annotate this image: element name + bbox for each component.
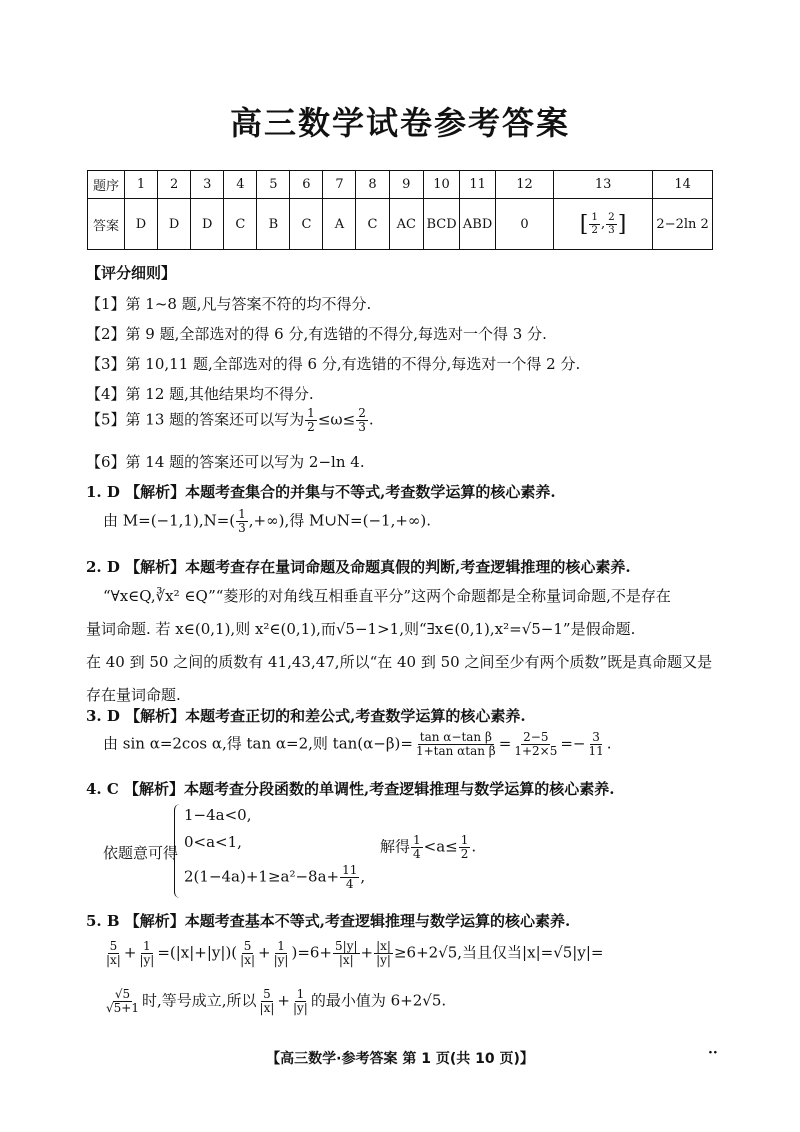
table-cell: 6 (290, 171, 323, 199)
table-cell: AC (389, 199, 423, 250)
table-answer-label: 答案 (88, 199, 125, 250)
table-cell: B (257, 199, 290, 250)
q5-line-1: $\frac{5}{|x|}$ + $\frac{1}{|y|}$ =(|x|+|y|)( $\frac{5}{|x|}$ + $\frac{1}{|y|}$ )=6+ $\frac{5|y|}{|x|}$ + $\frac{|x|}{|y|}$ ≥6+2√5,当且仅当|x|=√5|y|= (106, 939, 604, 968)
q3-solution: 由 sin α=2cos α,得 tan α=2,则 tan(α−β)= $\frac{\text{tan α−tan β}}{\text{1+tan αtan β}}$ = $\frac{2-5}{1+2\times 5}$ =− $\frac{3}{11}$ . (103, 730, 612, 759)
q4-cond-2: 0<a<1, (184, 833, 242, 851)
q5-heading: 5. B 【解析】本题考查基本不等式,考查逻辑推理与数学运算的核心素养. (86, 912, 571, 930)
table-cell: 8 (356, 171, 389, 199)
page-footer: 【高三数学·参考答案 第 1 页(共 10 页)】 (266, 1051, 534, 1067)
table-cell: D (158, 199, 191, 250)
table-cell: 11 (460, 171, 496, 199)
corner-mark: ·· (708, 1045, 718, 1061)
table-cell-q13: [ $\frac{1}{2}$ , $\frac{2}{3}$ ] (553, 199, 652, 250)
table-cell: 14 (653, 171, 713, 199)
table-cell: 4 (224, 171, 257, 199)
q4-result: 解得 $\frac{1}{4}$ <a≤ $\frac{1}{2}$ . (380, 833, 477, 862)
table-cell: 2 (158, 171, 191, 199)
rule-item: 【1】第 1~8 题,凡与答案不符的均不得分. (86, 295, 372, 313)
table-header-label: 题序 (88, 171, 125, 199)
table-header-row (88, 171, 713, 199)
table-cell: 3 (191, 171, 224, 199)
table-cell: 9 (389, 171, 423, 199)
table-answer-row (88, 199, 713, 250)
rule-item: 【6】第 14 题的答案还可以写为 2−ln 4. (86, 453, 365, 471)
table-cell: C (224, 199, 257, 250)
rule-item: 【3】第 10,11 题,全部选对的得 6 分,有选错的不得分,每选对一个得 2 分. (86, 355, 581, 373)
table-cell: D (191, 199, 224, 250)
rules-heading: 【评分细则】 (86, 264, 177, 282)
rule-item-5: 【5】第 13 题的答案还可以写为 $\frac{1}{2}$ ≤ω≤ $\frac{2}{3}$ . (86, 406, 374, 435)
table-cell: 0 (496, 199, 554, 250)
table-cell: 10 (424, 171, 460, 199)
answer-table (87, 170, 713, 250)
rule-item: 【4】第 12 题,其他结果均不得分. (86, 385, 314, 403)
table-cell: C (356, 199, 389, 250)
fraction: $\frac{1}{2}$ (591, 211, 599, 236)
fraction: $\frac{2}{3}$ (608, 211, 615, 236)
table-cell: ABD (460, 199, 496, 250)
q2-heading: 2. D 【解析】本题考查存在量词命题及命题真假的判断,考查逻辑推理的核心素养. (86, 558, 631, 576)
q4-cond-3: 2(1−4a)+1≥a²−8a+ $\frac{11}{4}$ , (184, 863, 366, 892)
table-cell: 13 (553, 171, 652, 199)
q4-cond-1: 1−4a<0, (184, 806, 252, 824)
q5-line-2: $\frac{√5}{√5+1}$ 时,等号成立,所以 $\frac{5}{|x|}$ + $\frac{1}{|y|}$ 的最小值为 6+2√5. (106, 987, 447, 1016)
table-cell: 5 (257, 171, 290, 199)
table-cell: 2−2ln 2 (653, 199, 713, 250)
q1-heading: 1. D 【解析】本题考查集合的并集与不等式,考查数学运算的核心素养. (86, 483, 556, 501)
page-title: 高三数学试卷参考答案 (229, 104, 570, 142)
q2-solution: “∀x∈Q,∛x² ∈Q”“菱形的对角线互相垂直平分”这两个命题都是全称量词命题,不是存在 量词命题. 若 x∈(0,1),则 x²∈(0,1),而√5−1>1,则“∃x∈(0,1),x²=√5−1”是假命题. 在 40 到 50 之间的质数有 41,43,47,所以“在 40 到 50 之间至少有两个质数”既是真命题又是 存在量词命题. (86, 587, 713, 704)
rule-item: 【2】第 9 题,全部选对的得 6 分,有选错的不得分,每选对一个得 3 分. (86, 325, 547, 343)
q4-lead: 依题意可得 (103, 844, 179, 862)
table-cell: D (124, 199, 157, 250)
table-cell: 12 (496, 171, 554, 199)
table-cell: C (290, 199, 323, 250)
table-cell: A (323, 199, 356, 250)
table-cell: 7 (323, 171, 356, 199)
system-brace (174, 804, 181, 898)
q3-heading: 3. D 【解析】本题考查正切的和差公式,考查数学运算的核心素养. (86, 707, 526, 725)
table-cell: BCD (424, 199, 460, 250)
table-cell: 1 (124, 171, 157, 199)
q4-heading: 4. C 【解析】本题考查分段函数的单调性,考查逻辑推理与数学运算的核心素养. (86, 780, 615, 798)
q1-solution: 由 M=(−1,1),N=( $\frac{1}{3}$ ,+∞),得 M∪N=(−1,+∞). (103, 507, 432, 536)
